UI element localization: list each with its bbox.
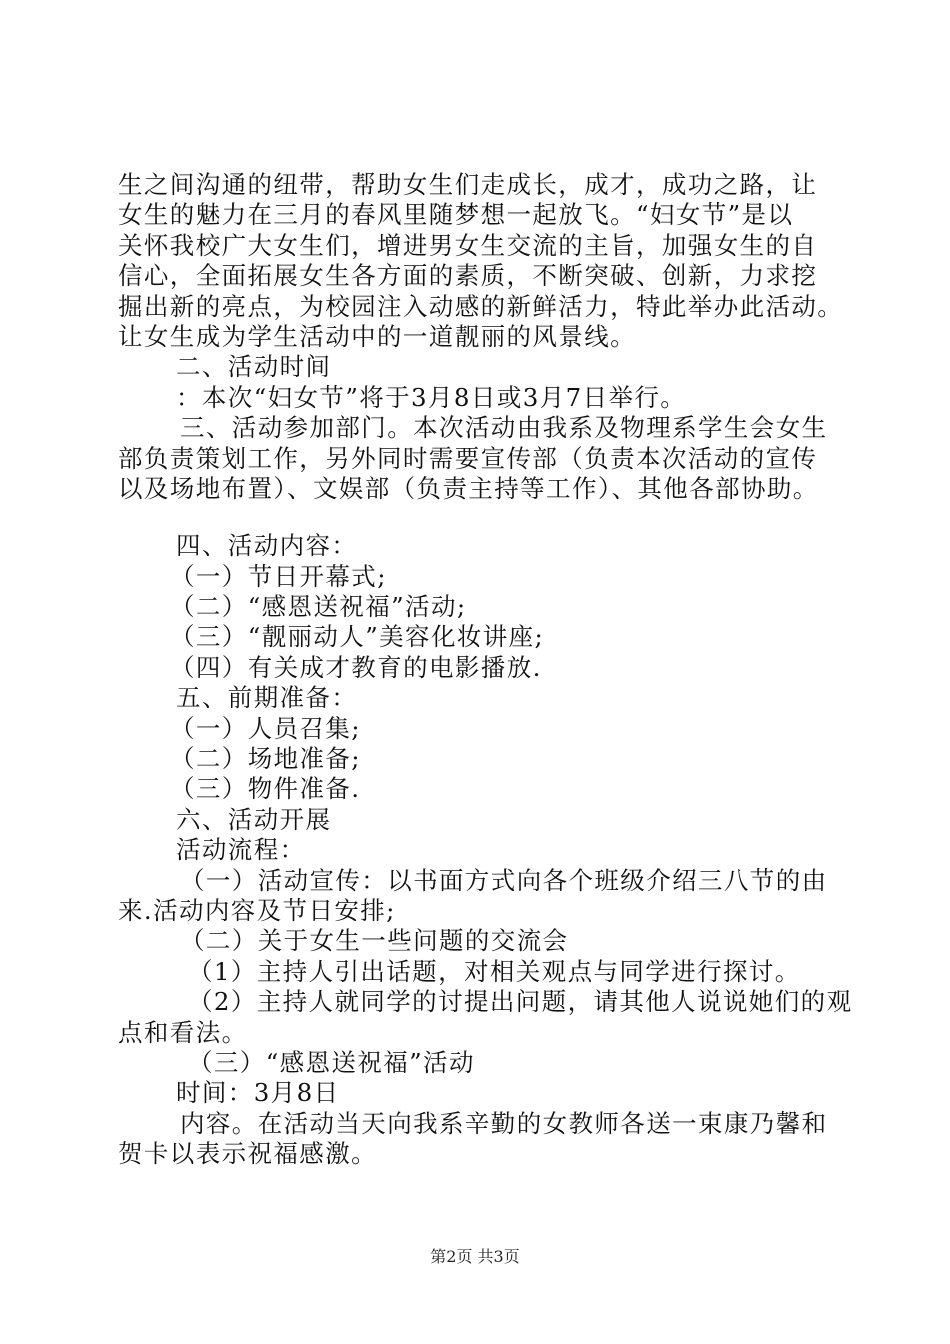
list-item: （1）主持人引出话题，对相关观点与同学进行探讨。: [188, 956, 801, 986]
body-line: 信心，全面拓展女生各方面的素质，不断突破、创新，力求挖: [118, 261, 818, 291]
blank-line: [118, 504, 848, 531]
body-line: 让女生成为学生活动中的一道靓丽的风景线。: [118, 321, 636, 351]
page-number: 第2页 共3页: [430, 1247, 520, 1266]
body-line: 点和看法。: [118, 1017, 248, 1047]
list-item: （一）人员召集;: [170, 713, 361, 743]
body-line: 来.活动内容及节日安排;: [118, 895, 396, 925]
list-item: （三）物件准备.: [170, 774, 361, 804]
subheading-flow: 活动流程：: [176, 835, 306, 865]
list-item: （三）“感恩送祝福”活动: [188, 1047, 475, 1077]
section-heading-preparation: 五、前期准备：: [176, 683, 358, 713]
document-body: [118, 170, 853, 1170]
body-line: 贺卡以表示祝福感激。: [118, 1139, 377, 1169]
body-line: 掘出新的亮点，为校园注入动感的新鲜活力，特此举办此活动。: [118, 291, 844, 321]
body-line: 部负责策划工作，另外同时需要宣传部（负责本次活动的宣传: [118, 443, 818, 473]
body-line: 女生的魅力在三月的春风里随梦想一起放飞。“妇女节”是以: [118, 200, 794, 230]
list-item: （二）场地准备;: [170, 744, 361, 774]
list-item: （2）主持人就同学的讨提出问题，请其他人说说她们的观: [188, 987, 853, 1017]
body-line: 以及场地布置）、文娱部（负责主持等工作）、其他各部协助。: [118, 473, 819, 503]
detail-content: 内容。在活动当天向我系辛勤的女教师各送一束康乃馨和: [180, 1108, 828, 1138]
detail-time: 时间：3月8日: [176, 1078, 340, 1108]
list-item: （四）有关成才教育的电影播放.: [170, 652, 542, 682]
section-heading-time: 二、活动时间: [176, 352, 332, 382]
list-item: （二）“感恩送祝福”活动;: [170, 592, 467, 622]
body-line: 关怀我校广大女生们，增进男女生交流的主旨，加强女生的自: [118, 230, 818, 260]
section-heading-content: 四、活动内容：: [176, 531, 358, 561]
body-line: 生之间沟通的纽带，帮助女生们走成长，成才，成功之路，让: [118, 170, 818, 199]
list-item: （二）关于女生一些问题的交流会: [180, 926, 569, 956]
section-heading-departments: 三、活动参加部门。本次活动由我系及物理系学生会女生: [180, 413, 828, 443]
list-item: （一）节日开幕式;: [170, 561, 387, 591]
list-item: （一）活动宣传：以书面方式向各个班级介绍三八节的由: [180, 865, 828, 895]
body-line: ：本次“妇女节”将于3月8日或3月7日举行。: [176, 382, 687, 412]
page-footer: [0, 1244, 950, 1267]
list-item: （三）“靓丽动人”美容化妆讲座;: [170, 622, 545, 652]
section-heading-activity: 六、活动开展: [176, 804, 332, 834]
